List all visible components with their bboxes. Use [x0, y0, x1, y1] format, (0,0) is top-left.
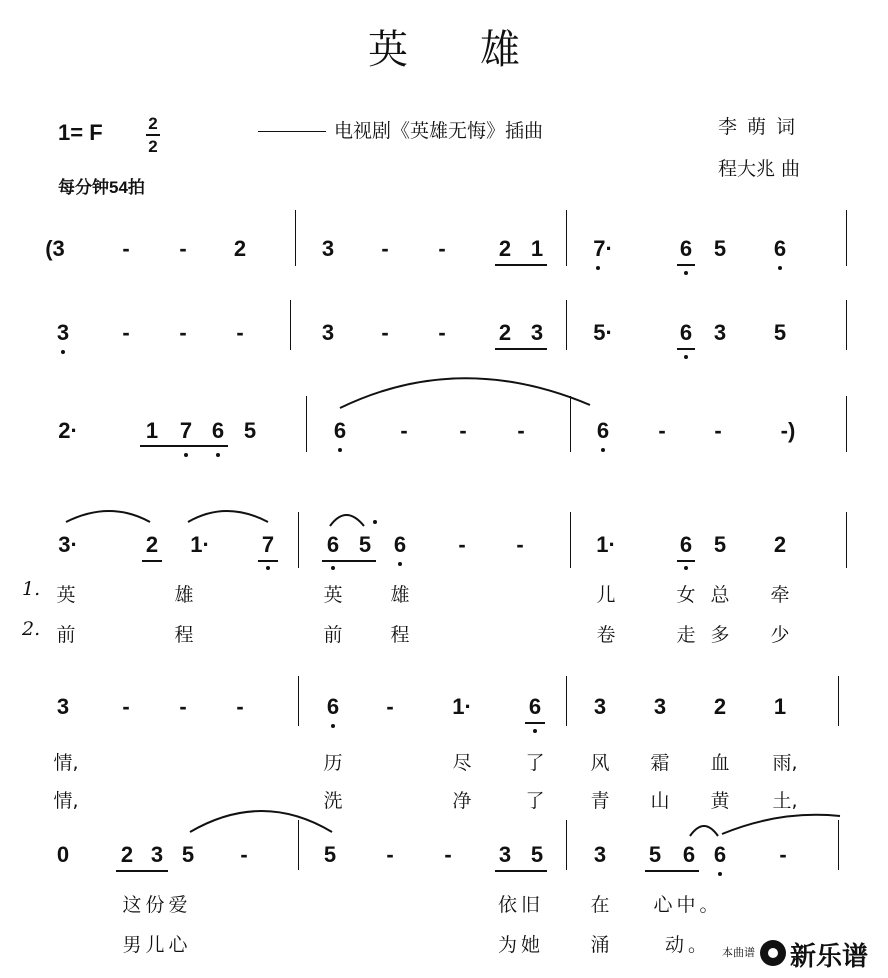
note: - [122, 320, 130, 345]
lyric: 卷 [596, 624, 616, 646]
note: 2 [498, 320, 512, 345]
meter-bottom: 2 [148, 137, 158, 156]
lyric: 了 [525, 790, 545, 812]
note: - [714, 418, 722, 443]
note: - [386, 694, 394, 719]
note: 7· [593, 236, 613, 261]
slur-arc [190, 811, 332, 832]
lyric: 英 [323, 584, 343, 606]
note: 6 [326, 694, 340, 719]
note: 6 [211, 418, 225, 443]
lyric: 雨, [772, 752, 798, 774]
note: - [400, 418, 408, 443]
lyric: 了 [525, 752, 545, 774]
lyric: 总 [710, 584, 730, 606]
note: 3 [593, 694, 607, 719]
note: 3 [498, 842, 512, 867]
lyric: 青 [590, 790, 610, 812]
lyric: 这份爱 [122, 894, 192, 916]
lyric: 净 [452, 790, 472, 812]
note: 1 [530, 236, 544, 261]
lyric: 女 [676, 584, 696, 606]
note: - [444, 842, 452, 867]
note: - [458, 532, 466, 557]
composer-credit: 程大兆 曲 [718, 158, 801, 180]
lyric: 男儿心 [122, 934, 192, 956]
tie-arc [340, 378, 590, 408]
note: - [122, 236, 130, 261]
note: 6 [528, 694, 542, 719]
note: -) [780, 418, 796, 443]
note: 5 [323, 842, 337, 867]
lyric: 风 [590, 752, 610, 774]
note: - [179, 236, 187, 261]
slur-arc [188, 511, 268, 522]
lyric: 情, [53, 752, 79, 774]
note: 2 [713, 694, 727, 719]
note: - [122, 694, 130, 719]
note: 2 [233, 236, 247, 261]
note: - [517, 418, 525, 443]
lyric: 洗 [323, 790, 343, 812]
lyric: 黄 [710, 790, 730, 812]
lyric: 尽 [452, 752, 472, 774]
note: 6 [333, 418, 347, 443]
note: - [179, 320, 187, 345]
lyric: 情, [53, 790, 79, 812]
note: 5 [713, 236, 727, 261]
note: 3 [530, 320, 544, 345]
record-logo-icon [760, 940, 786, 966]
note: 2 [145, 532, 159, 557]
slur-arc [330, 515, 364, 526]
note: 0 [56, 842, 70, 867]
lyric: 多 [710, 624, 730, 646]
tie-arc [722, 815, 840, 834]
tempo-marking: 每分钟54拍 [58, 178, 145, 197]
note: 3 [321, 320, 335, 345]
title-char-2: 雄 [480, 27, 520, 73]
note: 6 [326, 532, 340, 557]
note: - [179, 694, 187, 719]
note: 6 [679, 532, 693, 557]
note: - [438, 320, 446, 345]
meter-top: 2 [148, 114, 158, 133]
lyric: 动。 [664, 934, 712, 956]
note: 2· [58, 418, 78, 443]
lyric: 为她 [497, 934, 545, 956]
note: 3 [150, 842, 164, 867]
lyric: 雄 [390, 584, 410, 606]
note: 2 [773, 532, 787, 557]
note: (3 [45, 236, 65, 261]
lyric: 霜 [650, 752, 670, 774]
watermark-brand: 新乐谱 [790, 942, 869, 972]
note: - [779, 842, 787, 867]
note: 5· [593, 320, 613, 345]
note: 3· [58, 532, 78, 557]
note: - [386, 842, 394, 867]
note: - [658, 418, 666, 443]
note: 5 [358, 532, 372, 557]
note: 6 [713, 842, 727, 867]
verse-label: 1. [22, 578, 41, 600]
note: 5 [243, 418, 257, 443]
note: 6 [679, 236, 693, 261]
note: - [459, 418, 467, 443]
note: 7 [261, 532, 275, 557]
note: - [236, 694, 244, 719]
note: - [516, 532, 524, 557]
lyric: 雄 [174, 584, 194, 606]
lyric: 历 [323, 752, 343, 774]
verse-label: 2. [22, 618, 41, 640]
note: - [438, 236, 446, 261]
slur-arc [66, 511, 150, 522]
subtitle-text: 电视剧《英雄无悔》插曲 [334, 120, 544, 142]
note: 6 [773, 236, 787, 261]
lyric: 土, [772, 790, 798, 812]
note: 6 [679, 320, 693, 345]
lyric: 程 [390, 624, 410, 646]
lyric: 前 [323, 624, 343, 646]
lyric: 涌 [590, 934, 610, 956]
note: 7 [179, 418, 193, 443]
note: 3 [653, 694, 667, 719]
watermark-small-text: 本曲谱 [722, 946, 755, 959]
key-signature: 1= F [58, 120, 103, 145]
note: - [381, 320, 389, 345]
lyric: 英 [56, 584, 76, 606]
note: - [236, 320, 244, 345]
lyric: 儿 [596, 584, 616, 606]
note: 2 [120, 842, 134, 867]
lyric: 心中。 [653, 894, 723, 916]
note: 6 [393, 532, 407, 557]
note: - [240, 842, 248, 867]
lyric: 在 [590, 894, 610, 916]
lyric: 走 [676, 624, 696, 646]
note: 5 [773, 320, 787, 345]
note: 3 [713, 320, 727, 345]
note: 1 [773, 694, 787, 719]
note: 6 [596, 418, 610, 443]
note: 3 [593, 842, 607, 867]
note: 2 [498, 236, 512, 261]
note: - [381, 236, 389, 261]
note: 1 [145, 418, 159, 443]
lyric: 少 [770, 624, 790, 646]
note: 5 [181, 842, 195, 867]
note: 3 [321, 236, 335, 261]
note: 5 [713, 532, 727, 557]
note: 3 [56, 694, 70, 719]
title-char-1: 英 [368, 27, 408, 73]
lyric: 山 [650, 790, 670, 812]
note: 6 [682, 842, 696, 867]
note: 1· [452, 694, 472, 719]
note: 1· [190, 532, 210, 557]
lyric: 程 [174, 624, 194, 646]
lyric: 依旧 [497, 894, 545, 916]
note: 5 [530, 842, 544, 867]
note: 5 [648, 842, 662, 867]
lyric: 牵 [770, 584, 790, 606]
lyric: 前 [56, 624, 76, 646]
lyric: 血 [710, 752, 730, 774]
slur-arc [690, 826, 718, 836]
note: 1· [596, 532, 616, 557]
note: 3 [56, 320, 70, 345]
lyricist-credit: 李萌词 [718, 116, 806, 138]
